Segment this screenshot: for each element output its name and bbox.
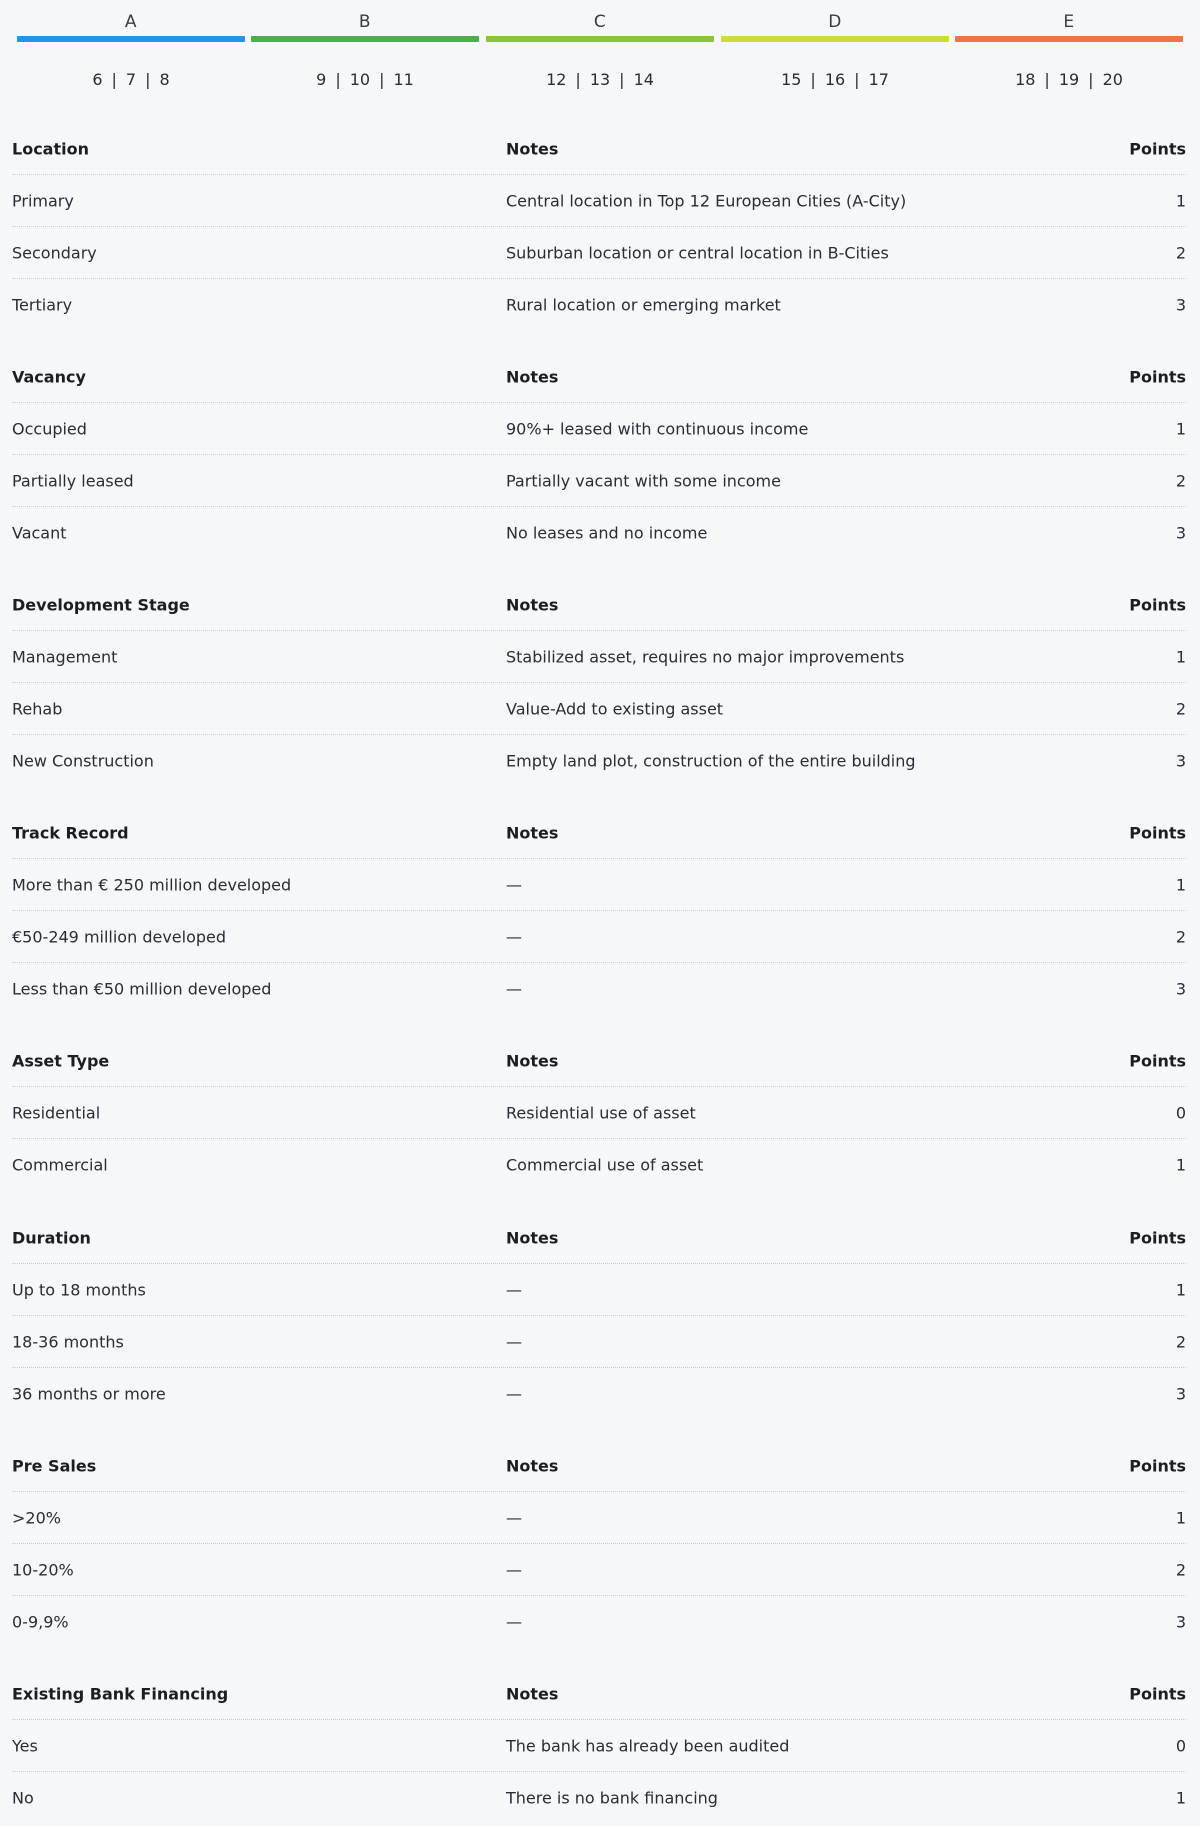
criterion-points: 1 [1175, 647, 1186, 666]
table-row [12, 1368, 1186, 1419]
table-row [12, 1772, 1186, 1823]
grade-letter: A [124, 12, 138, 32]
scoring-table-location [12, 123, 1186, 330]
criterion-label: 10-20% [12, 1560, 74, 1579]
grade-score-range [721, 70, 949, 89]
grade-scale [0, 0, 1200, 110]
criterion-label: Rehab [12, 699, 63, 718]
points-header: Points [1129, 367, 1186, 386]
score-value: 16 [824, 70, 846, 89]
criterion-points: 1 [1175, 1508, 1186, 1527]
notes-header: Notes [506, 1228, 559, 1247]
criterion-label: Up to 18 months [12, 1280, 146, 1299]
category-title: Existing Bank Financing [12, 1684, 229, 1703]
score-separator: | [854, 70, 860, 89]
grade-score-range [17, 70, 245, 89]
score-value: 15 [781, 70, 802, 89]
scoring-table-track-record [12, 807, 1186, 1014]
table-row [12, 1316, 1186, 1368]
criterion-label: No [12, 1788, 34, 1807]
scoring-table-duration [12, 1212, 1186, 1419]
criterion-points: 1 [1175, 1280, 1186, 1299]
notes-header: Notes [506, 1684, 559, 1703]
criterion-points: 1 [1175, 1155, 1186, 1174]
table-row [12, 455, 1186, 507]
table-row [12, 279, 1186, 330]
criterion-points: 1 [1175, 875, 1186, 894]
grade-b [251, 0, 479, 110]
table-header-row [12, 579, 1186, 631]
points-header: Points [1129, 595, 1186, 614]
table-header-row [12, 1212, 1186, 1264]
criterion-note: — [506, 1384, 522, 1403]
criterion-label: Primary [12, 191, 74, 210]
criterion-note: There is no bank financing [506, 1788, 718, 1807]
criterion-label: €50-249 million developed [12, 927, 227, 946]
category-title: Development Stage [12, 595, 190, 614]
criterion-label: Residential [12, 1103, 101, 1122]
notes-header: Notes [506, 139, 559, 158]
criterion-label: 36 months or more [12, 1384, 166, 1403]
criterion-note: — [506, 1612, 522, 1631]
criterion-label: More than € 250 million developed [12, 875, 292, 894]
criterion-note: Suburban location or central location in B-Cities [506, 243, 889, 262]
score-value: 6 [92, 70, 103, 89]
criterion-note: Residential use of asset [506, 1103, 696, 1122]
table-row [12, 1139, 1186, 1190]
criterion-points: 3 [1175, 1612, 1186, 1631]
criterion-label: Vacant [12, 523, 67, 542]
criterion-note: Commercial use of asset [506, 1155, 704, 1174]
criterion-label: Secondary [12, 243, 97, 262]
scoring-table-pre-sales [12, 1440, 1186, 1647]
table-header-row [12, 1440, 1186, 1492]
notes-header: Notes [506, 1456, 559, 1475]
score-value: 9 [316, 70, 327, 89]
table-header-row [12, 807, 1186, 859]
criterion-label: Partially leased [12, 471, 134, 490]
grade-color-bar [486, 36, 714, 42]
table-row [12, 403, 1186, 455]
criterion-points: 2 [1175, 471, 1186, 490]
grade-color-bar [251, 36, 479, 42]
score-value: 19 [1058, 70, 1080, 89]
notes-header: Notes [506, 823, 559, 842]
grade-score-range [486, 70, 714, 89]
notes-header: Notes [506, 1051, 559, 1070]
criterion-points: 1 [1175, 419, 1186, 438]
criterion-points: 1 [1175, 191, 1186, 210]
criterion-note: Central location in Top 12 European Cities (A-City) [506, 191, 907, 210]
criterion-points: 0 [1175, 1103, 1186, 1122]
criterion-label: Tertiary [12, 295, 73, 314]
table-row [12, 507, 1186, 558]
table-header-row [12, 351, 1186, 403]
criterion-points: 2 [1175, 243, 1186, 262]
score-value: 20 [1102, 70, 1123, 89]
points-header: Points [1129, 1684, 1186, 1703]
score-separator: | [145, 70, 151, 89]
grade-letter: E [1063, 12, 1075, 32]
points-header: Points [1129, 1051, 1186, 1070]
criterion-points: 2 [1175, 699, 1186, 718]
score-value: 11 [393, 70, 414, 89]
table-row [12, 1544, 1186, 1596]
score-value: 18 [1015, 70, 1036, 89]
score-value: 7 [125, 70, 137, 89]
score-separator: | [111, 70, 117, 89]
criterion-note: — [506, 979, 522, 998]
score-value: 17 [868, 70, 889, 89]
score-separator: | [575, 70, 581, 89]
scoring-table-asset-type [12, 1035, 1186, 1190]
notes-header: Notes [506, 595, 559, 614]
grade-letter: D [828, 12, 842, 32]
points-header: Points [1129, 1228, 1186, 1247]
category-title: Asset Type [12, 1051, 110, 1070]
category-title: Track Record [12, 823, 129, 842]
scoring-table-vacancy [12, 351, 1186, 558]
score-separator: | [810, 70, 816, 89]
category-title: Vacancy [12, 367, 86, 386]
score-value: 12 [546, 70, 567, 89]
table-row [12, 683, 1186, 735]
category-title: Pre Sales [12, 1456, 97, 1475]
score-separator: | [1044, 70, 1050, 89]
table-row [12, 1492, 1186, 1544]
criterion-label: Occupied [12, 419, 87, 438]
criterion-label: 0-9,9% [12, 1612, 69, 1631]
table-row [12, 631, 1186, 683]
table-row [12, 1720, 1186, 1772]
criterion-label: New Construction [12, 751, 154, 770]
criterion-note: 90%+ leased with continuous income [506, 419, 809, 438]
criterion-points: 3 [1175, 751, 1186, 770]
table-row [12, 1264, 1186, 1316]
table-row [12, 963, 1186, 1014]
criterion-note: The bank has already been audited [506, 1736, 790, 1755]
criterion-label: Management [12, 647, 118, 666]
criterion-note: — [506, 1332, 522, 1351]
criterion-points: 3 [1175, 1384, 1186, 1403]
criterion-points: 2 [1175, 1560, 1186, 1579]
table-header-row [12, 1035, 1186, 1087]
criterion-note: Empty land plot, construction of the entire building [506, 751, 916, 770]
scoring-table-existing-bank-financing [12, 1668, 1186, 1823]
score-value: 8 [159, 70, 170, 89]
criterion-points: 3 [1175, 295, 1186, 314]
grade-letter: B [358, 12, 372, 32]
table-row [12, 227, 1186, 279]
criterion-label: >20% [12, 1508, 61, 1527]
criterion-note: — [506, 875, 522, 894]
table-header-row [12, 1668, 1186, 1720]
criterion-note: No leases and no income [506, 523, 708, 542]
grade-d [721, 0, 949, 110]
points-header: Points [1129, 139, 1186, 158]
criterion-points: 3 [1175, 523, 1186, 542]
score-value: 14 [633, 70, 654, 89]
criterion-note: Stabilized asset, requires no major improvements [506, 647, 905, 666]
score-value: 13 [589, 70, 611, 89]
table-row [12, 735, 1186, 786]
table-row [12, 1596, 1186, 1647]
grade-e [955, 0, 1183, 110]
grade-letter: C [593, 12, 607, 32]
criterion-note: Rural location or emerging market [506, 295, 781, 314]
points-header: Points [1129, 1456, 1186, 1475]
criterion-label: Less than €50 million developed [12, 979, 272, 998]
notes-header: Notes [506, 367, 559, 386]
scoring-table-development-stage [12, 579, 1186, 786]
criterion-points: 2 [1175, 1332, 1186, 1351]
table-row [12, 175, 1186, 227]
grade-a [17, 0, 245, 110]
score-separator: | [619, 70, 625, 89]
category-title: Duration [12, 1228, 91, 1247]
score-value: 10 [349, 70, 371, 89]
criterion-note: — [506, 1280, 522, 1299]
criterion-note: Value-Add to existing asset [506, 699, 724, 718]
criterion-note: — [506, 1508, 522, 1527]
grade-color-bar [955, 36, 1183, 42]
criterion-label: Commercial [12, 1155, 108, 1174]
criterion-points: 3 [1175, 979, 1186, 998]
table-row [12, 859, 1186, 911]
table-row [12, 1087, 1186, 1139]
points-header: Points [1129, 823, 1186, 842]
table-header-row [12, 123, 1186, 175]
criterion-note: — [506, 1560, 522, 1579]
criterion-points: 1 [1175, 1788, 1186, 1807]
criterion-points: 0 [1175, 1736, 1186, 1755]
score-separator: | [379, 70, 385, 89]
category-title: Location [12, 139, 89, 158]
grade-color-bar [721, 36, 949, 42]
grade-score-range [251, 70, 479, 89]
score-separator: | [335, 70, 341, 89]
criterion-note: Partially vacant with some income [506, 471, 781, 490]
grade-color-bar [17, 36, 245, 42]
criterion-note: — [506, 927, 522, 946]
criterion-label: Yes [12, 1736, 38, 1755]
grade-c [486, 0, 714, 110]
criterion-points: 2 [1175, 927, 1186, 946]
criterion-label: 18-36 months [12, 1332, 124, 1351]
table-row [12, 911, 1186, 963]
grade-score-range [955, 70, 1183, 89]
score-separator: | [1088, 70, 1094, 89]
